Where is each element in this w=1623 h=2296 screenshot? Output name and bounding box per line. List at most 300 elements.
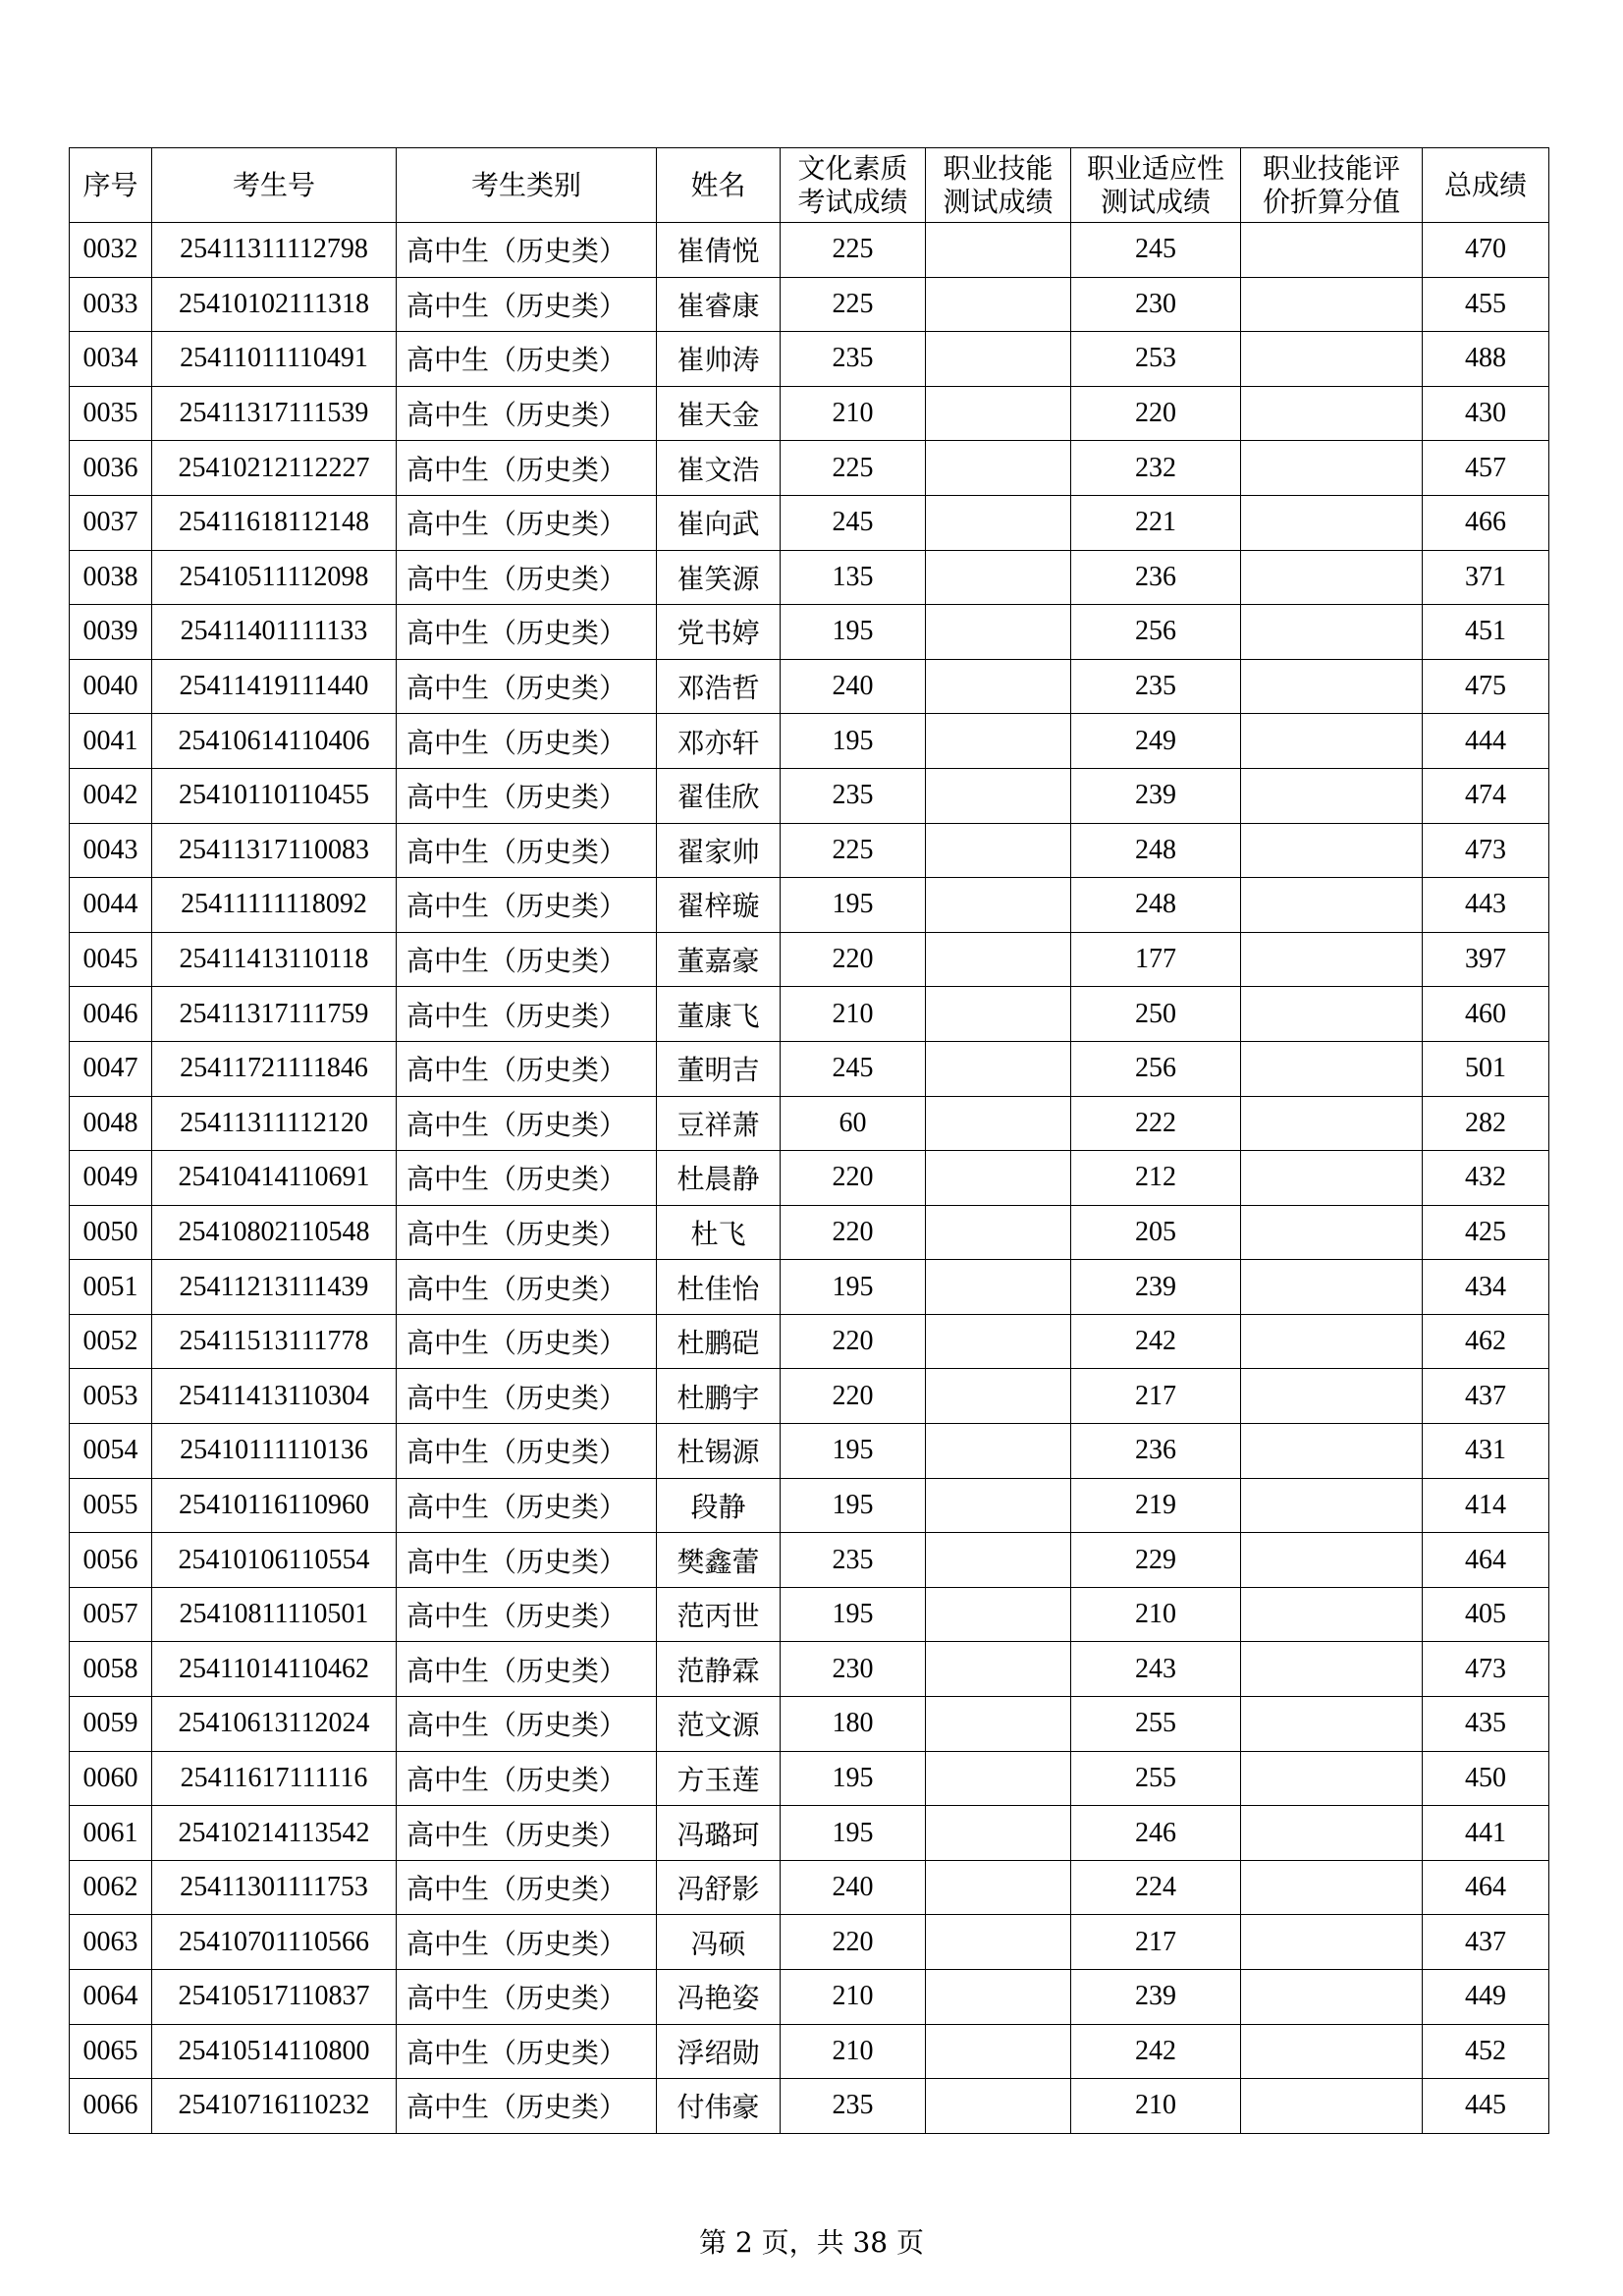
cell-name: 冯舒影 <box>657 1860 781 1915</box>
cell-culture-score: 240 <box>781 659 926 714</box>
cell-category: 高中生（历史类） <box>397 1478 657 1533</box>
table-row <box>70 1806 1549 1861</box>
cell-culture-score: 195 <box>781 605 926 660</box>
table-row <box>70 1587 1549 1642</box>
cell-skill-score <box>926 1151 1071 1206</box>
cell-eval-score <box>1241 768 1423 823</box>
cell-total: 501 <box>1423 1041 1549 1096</box>
cell-eval-score <box>1241 1806 1423 1861</box>
cell-eval-score <box>1241 1751 1423 1806</box>
cell-category: 高中生（历史类） <box>397 605 657 660</box>
cell-total: 425 <box>1423 1205 1549 1260</box>
cell-seq: 0055 <box>70 1478 152 1533</box>
cell-total: 488 <box>1423 332 1549 387</box>
cell-skill-score <box>926 495 1071 550</box>
cell-seq: 0058 <box>70 1642 152 1697</box>
cell-adapt-score: 222 <box>1071 1096 1241 1151</box>
cell-seq: 0060 <box>70 1751 152 1806</box>
cell-exam-id: 25411317110083 <box>152 823 397 878</box>
cell-adapt-score: 242 <box>1071 1314 1241 1369</box>
cell-seq: 0062 <box>70 1860 152 1915</box>
cell-exam-id: 25410116110960 <box>152 1478 397 1533</box>
cell-exam-id: 25411317111759 <box>152 987 397 1042</box>
table-row <box>70 1970 1549 2025</box>
cell-category: 高中生（历史类） <box>397 768 657 823</box>
cell-adapt-score: 210 <box>1071 1587 1241 1642</box>
cell-exam-id: 25410511112098 <box>152 550 397 605</box>
cell-eval-score <box>1241 441 1423 496</box>
cell-culture-score: 210 <box>781 386 926 441</box>
cell-adapt-score: 230 <box>1071 277 1241 332</box>
cell-exam-id: 25410110110455 <box>152 768 397 823</box>
cell-category: 高中生（历史类） <box>397 1860 657 1915</box>
header-name: 姓名 <box>657 148 781 223</box>
cell-category: 高中生（历史类） <box>397 495 657 550</box>
cell-skill-score <box>926 1096 1071 1151</box>
cell-culture-score: 230 <box>781 1642 926 1697</box>
cell-adapt-score: 255 <box>1071 1697 1241 1752</box>
cell-skill-score <box>926 768 1071 823</box>
cell-total: 460 <box>1423 987 1549 1042</box>
cell-name: 杜佳怡 <box>657 1260 781 1315</box>
cell-total: 371 <box>1423 550 1549 605</box>
cell-category: 高中生（历史类） <box>397 878 657 933</box>
cell-seq: 0061 <box>70 1806 152 1861</box>
cell-adapt-score: 246 <box>1071 1806 1241 1861</box>
cell-total: 434 <box>1423 1260 1549 1315</box>
cell-culture-score: 240 <box>781 1860 926 1915</box>
cell-culture-score: 195 <box>781 1751 926 1806</box>
table-row <box>70 823 1549 878</box>
header-exam-id: 考生号 <box>152 148 397 223</box>
cell-adapt-score: 232 <box>1071 441 1241 496</box>
table-row <box>70 1697 1549 1752</box>
cell-eval-score <box>1241 1533 1423 1588</box>
cell-skill-score <box>926 987 1071 1042</box>
cell-category: 高中生（历史类） <box>397 1369 657 1424</box>
cell-skill-score <box>926 2024 1071 2079</box>
cell-skill-score <box>926 878 1071 933</box>
cell-exam-id: 25410106110554 <box>152 1533 397 1588</box>
cell-total: 470 <box>1423 223 1549 278</box>
cell-name: 翟梓璇 <box>657 878 781 933</box>
cell-culture-score: 60 <box>781 1096 926 1151</box>
cell-total: 462 <box>1423 1314 1549 1369</box>
cell-skill-score <box>926 1041 1071 1096</box>
cell-seq: 0036 <box>70 441 152 496</box>
cell-eval-score <box>1241 1424 1423 1479</box>
table-row <box>70 277 1549 332</box>
cell-name: 冯艳姿 <box>657 1970 781 2025</box>
table-row <box>70 1533 1549 1588</box>
cell-culture-score: 210 <box>781 987 926 1042</box>
cell-exam-id: 25411311112798 <box>152 223 397 278</box>
cell-skill-score <box>926 1751 1071 1806</box>
cell-total: 474 <box>1423 768 1549 823</box>
cell-eval-score <box>1241 878 1423 933</box>
cell-culture-score: 225 <box>781 441 926 496</box>
cell-seq: 0050 <box>70 1205 152 1260</box>
cell-name: 崔帅涛 <box>657 332 781 387</box>
cell-exam-id: 25410811110501 <box>152 1587 397 1642</box>
cell-skill-score <box>926 1915 1071 1970</box>
cell-skill-score <box>926 332 1071 387</box>
cell-seq: 0059 <box>70 1697 152 1752</box>
cell-seq: 0032 <box>70 223 152 278</box>
cell-eval-score <box>1241 2079 1423 2134</box>
cell-adapt-score: 239 <box>1071 768 1241 823</box>
cell-eval-score <box>1241 1970 1423 2025</box>
cell-name: 邓亦轩 <box>657 714 781 769</box>
cell-eval-score <box>1241 1478 1423 1533</box>
cell-eval-score <box>1241 1096 1423 1151</box>
cell-culture-score: 220 <box>781 1151 926 1206</box>
cell-name: 方玉莲 <box>657 1751 781 1806</box>
cell-category: 高中生（历史类） <box>397 714 657 769</box>
cell-category: 高中生（历史类） <box>397 1697 657 1752</box>
cell-exam-id: 25411413110118 <box>152 932 397 987</box>
cell-category: 高中生（历史类） <box>397 1096 657 1151</box>
table-row <box>70 987 1549 1042</box>
cell-eval-score <box>1241 332 1423 387</box>
cell-skill-score <box>926 1970 1071 2025</box>
cell-total: 473 <box>1423 1642 1549 1697</box>
cell-adapt-score: 229 <box>1071 1533 1241 1588</box>
cell-culture-score: 235 <box>781 2079 926 2134</box>
cell-culture-score: 210 <box>781 1970 926 2025</box>
cell-name: 付伟豪 <box>657 2079 781 2134</box>
cell-eval-score <box>1241 659 1423 714</box>
table-row <box>70 714 1549 769</box>
cell-adapt-score: 221 <box>1071 495 1241 550</box>
cell-total: 475 <box>1423 659 1549 714</box>
cell-exam-id: 25411014110462 <box>152 1642 397 1697</box>
cell-seq: 0041 <box>70 714 152 769</box>
cell-name: 董明吉 <box>657 1041 781 1096</box>
cell-total: 455 <box>1423 277 1549 332</box>
cell-adapt-score: 256 <box>1071 1041 1241 1096</box>
cell-culture-score: 220 <box>781 1915 926 1970</box>
cell-skill-score <box>926 659 1071 714</box>
cell-exam-id: 25410111110136 <box>152 1424 397 1479</box>
cell-eval-score <box>1241 1041 1423 1096</box>
cell-name: 崔天金 <box>657 386 781 441</box>
table-row <box>70 1260 1549 1315</box>
cell-eval-score <box>1241 495 1423 550</box>
table-row <box>70 1860 1549 1915</box>
cell-category: 高中生（历史类） <box>397 2024 657 2079</box>
cell-adapt-score: 224 <box>1071 1860 1241 1915</box>
header-eval-score: 职业技能评 价折算分值 <box>1241 148 1423 223</box>
cell-seq: 0045 <box>70 932 152 987</box>
cell-seq: 0044 <box>70 878 152 933</box>
cell-total: 431 <box>1423 1424 1549 1479</box>
cell-exam-id: 25411111118092 <box>152 878 397 933</box>
header-skill-score: 职业技能 测试成绩 <box>926 148 1071 223</box>
cell-name: 冯璐珂 <box>657 1806 781 1861</box>
cell-eval-score <box>1241 1915 1423 1970</box>
cell-skill-score <box>926 1424 1071 1479</box>
cell-seq: 0047 <box>70 1041 152 1096</box>
cell-culture-score: 220 <box>781 1369 926 1424</box>
cell-exam-id: 25411721111846 <box>152 1041 397 1096</box>
table-row <box>70 605 1549 660</box>
cell-total: 437 <box>1423 1369 1549 1424</box>
score-table <box>69 147 1549 2134</box>
cell-culture-score: 195 <box>781 1260 926 1315</box>
cell-category: 高中生（历史类） <box>397 823 657 878</box>
cell-exam-id: 25410212112227 <box>152 441 397 496</box>
cell-total: 397 <box>1423 932 1549 987</box>
cell-seq: 0043 <box>70 823 152 878</box>
cell-category: 高中生（历史类） <box>397 1424 657 1479</box>
cell-seq: 0042 <box>70 768 152 823</box>
cell-name: 范丙世 <box>657 1587 781 1642</box>
cell-eval-score <box>1241 386 1423 441</box>
cell-exam-id: 25411011110491 <box>152 332 397 387</box>
cell-seq: 0064 <box>70 1970 152 2025</box>
cell-total: 464 <box>1423 1533 1549 1588</box>
cell-category: 高中生（历史类） <box>397 1970 657 2025</box>
cell-culture-score: 225 <box>781 223 926 278</box>
cell-eval-score <box>1241 277 1423 332</box>
cell-category: 高中生（历史类） <box>397 1314 657 1369</box>
cell-total: 466 <box>1423 495 1549 550</box>
cell-category: 高中生（历史类） <box>397 1533 657 1588</box>
cell-adapt-score: 250 <box>1071 987 1241 1042</box>
table-row <box>70 1424 1549 1479</box>
cell-name: 崔睿康 <box>657 277 781 332</box>
table-row <box>70 1751 1549 1806</box>
cell-eval-score <box>1241 1369 1423 1424</box>
cell-eval-score <box>1241 223 1423 278</box>
cell-name: 杜晨静 <box>657 1151 781 1206</box>
cell-adapt-score: 205 <box>1071 1205 1241 1260</box>
cell-culture-score: 235 <box>781 768 926 823</box>
cell-eval-score <box>1241 1642 1423 1697</box>
cell-eval-score <box>1241 823 1423 878</box>
table-row <box>70 878 1549 933</box>
cell-name: 杜锡源 <box>657 1424 781 1479</box>
cell-skill-score <box>926 1369 1071 1424</box>
cell-skill-score <box>926 441 1071 496</box>
cell-culture-score: 220 <box>781 932 926 987</box>
table-row <box>70 659 1549 714</box>
cell-name: 樊鑫蕾 <box>657 1533 781 1588</box>
cell-exam-id: 25410514110800 <box>152 2024 397 2079</box>
cell-exam-id: 25411419111440 <box>152 659 397 714</box>
table-row <box>70 1314 1549 1369</box>
cell-adapt-score: 253 <box>1071 332 1241 387</box>
cell-total: 435 <box>1423 1697 1549 1752</box>
cell-exam-id: 25410716110232 <box>152 2079 397 2134</box>
table-row <box>70 768 1549 823</box>
table-row <box>70 1642 1549 1697</box>
cell-name: 冯硕 <box>657 1915 781 1970</box>
cell-culture-score: 235 <box>781 332 926 387</box>
page-footer: 第 2 页，共 38 页 <box>698 2226 925 2259</box>
cell-eval-score <box>1241 1205 1423 1260</box>
cell-seq: 0048 <box>70 1096 152 1151</box>
cell-adapt-score: 243 <box>1071 1642 1241 1697</box>
cell-name: 崔向武 <box>657 495 781 550</box>
cell-category: 高中生（历史类） <box>397 932 657 987</box>
cell-eval-score <box>1241 2024 1423 2079</box>
cell-skill-score <box>926 1205 1071 1260</box>
cell-adapt-score: 217 <box>1071 1915 1241 1970</box>
cell-adapt-score: 248 <box>1071 878 1241 933</box>
cell-eval-score <box>1241 932 1423 987</box>
table-row <box>70 1096 1549 1151</box>
header-adapt-score: 职业适应性 测试成绩 <box>1071 148 1241 223</box>
cell-total: 443 <box>1423 878 1549 933</box>
cell-culture-score: 135 <box>781 550 926 605</box>
cell-seq: 0046 <box>70 987 152 1042</box>
cell-category: 高中生（历史类） <box>397 1205 657 1260</box>
cell-total: 441 <box>1423 1806 1549 1861</box>
table-row <box>70 1915 1549 1970</box>
header-category: 考生类别 <box>397 148 657 223</box>
cell-eval-score <box>1241 1314 1423 1369</box>
cell-adapt-score: 236 <box>1071 550 1241 605</box>
cell-adapt-score: 236 <box>1071 1424 1241 1479</box>
cell-culture-score: 245 <box>781 495 926 550</box>
cell-category: 高中生（历史类） <box>397 332 657 387</box>
cell-exam-id: 25411618112148 <box>152 495 397 550</box>
cell-skill-score <box>926 714 1071 769</box>
cell-culture-score: 195 <box>781 1806 926 1861</box>
cell-adapt-score: 255 <box>1071 1751 1241 1806</box>
cell-category: 高中生（历史类） <box>397 550 657 605</box>
cell-total: 437 <box>1423 1915 1549 1970</box>
cell-seq: 0052 <box>70 1314 152 1369</box>
cell-skill-score <box>926 550 1071 605</box>
header-seq: 序号 <box>70 148 152 223</box>
cell-culture-score: 195 <box>781 1424 926 1479</box>
cell-adapt-score: 212 <box>1071 1151 1241 1206</box>
cell-total: 464 <box>1423 1860 1549 1915</box>
cell-category: 高中生（历史类） <box>397 441 657 496</box>
cell-exam-id: 25411413110304 <box>152 1369 397 1424</box>
cell-category: 高中生（历史类） <box>397 1642 657 1697</box>
cell-exam-id: 25411513111778 <box>152 1314 397 1369</box>
table-row <box>70 495 1549 550</box>
cell-name: 范文源 <box>657 1697 781 1752</box>
cell-name: 董嘉豪 <box>657 932 781 987</box>
table-row <box>70 550 1549 605</box>
cell-total: 405 <box>1423 1587 1549 1642</box>
cell-skill-score <box>926 605 1071 660</box>
cell-adapt-score: 235 <box>1071 659 1241 714</box>
cell-total: 430 <box>1423 386 1549 441</box>
cell-name: 崔倩悦 <box>657 223 781 278</box>
cell-seq: 0057 <box>70 1587 152 1642</box>
table-row <box>70 1151 1549 1206</box>
table-row <box>70 223 1549 278</box>
cell-skill-score <box>926 223 1071 278</box>
cell-exam-id: 25411617111116 <box>152 1751 397 1806</box>
cell-category: 高中生（历史类） <box>397 277 657 332</box>
cell-culture-score: 245 <box>781 1041 926 1096</box>
cell-seq: 0037 <box>70 495 152 550</box>
cell-adapt-score: 239 <box>1071 1970 1241 2025</box>
cell-skill-score <box>926 386 1071 441</box>
cell-name: 党书婷 <box>657 605 781 660</box>
cell-eval-score <box>1241 1697 1423 1752</box>
cell-seq: 0066 <box>70 2079 152 2134</box>
cell-seq: 0049 <box>70 1151 152 1206</box>
cell-total: 445 <box>1423 2079 1549 2134</box>
cell-name: 翟佳欣 <box>657 768 781 823</box>
cell-seq: 0051 <box>70 1260 152 1315</box>
cell-culture-score: 195 <box>781 1587 926 1642</box>
header-row <box>70 148 1549 223</box>
cell-exam-id: 25410517110837 <box>152 1970 397 2025</box>
cell-name: 范静霖 <box>657 1642 781 1697</box>
cell-total: 282 <box>1423 1096 1549 1151</box>
cell-skill-score <box>926 1860 1071 1915</box>
cell-eval-score <box>1241 1860 1423 1915</box>
cell-exam-id: 25411317111539 <box>152 386 397 441</box>
table-row <box>70 1478 1549 1533</box>
cell-seq: 0035 <box>70 386 152 441</box>
table-row <box>70 1369 1549 1424</box>
cell-seq: 0038 <box>70 550 152 605</box>
cell-name: 段静 <box>657 1478 781 1533</box>
cell-exam-id: 25410214113542 <box>152 1806 397 1861</box>
cell-adapt-score: 245 <box>1071 223 1241 278</box>
cell-exam-id: 25410802110548 <box>152 1205 397 1260</box>
cell-exam-id: 25411301111753 <box>152 1860 397 1915</box>
cell-skill-score <box>926 1260 1071 1315</box>
cell-adapt-score: 220 <box>1071 386 1241 441</box>
cell-culture-score: 220 <box>781 1205 926 1260</box>
cell-eval-score <box>1241 605 1423 660</box>
cell-name: 杜鹏硙 <box>657 1314 781 1369</box>
cell-adapt-score: 217 <box>1071 1369 1241 1424</box>
cell-adapt-score: 248 <box>1071 823 1241 878</box>
cell-exam-id: 25411213111439 <box>152 1260 397 1315</box>
cell-skill-score <box>926 1533 1071 1588</box>
cell-name: 邓浩哲 <box>657 659 781 714</box>
cell-culture-score: 225 <box>781 823 926 878</box>
cell-skill-score <box>926 1587 1071 1642</box>
cell-culture-score: 220 <box>781 1314 926 1369</box>
cell-category: 高中生（历史类） <box>397 987 657 1042</box>
cell-name: 董康飞 <box>657 987 781 1042</box>
cell-category: 高中生（历史类） <box>397 223 657 278</box>
cell-total: 432 <box>1423 1151 1549 1206</box>
cell-skill-score <box>926 277 1071 332</box>
cell-eval-score <box>1241 714 1423 769</box>
cell-total: 452 <box>1423 2024 1549 2079</box>
cell-category: 高中生（历史类） <box>397 1915 657 1970</box>
cell-eval-score <box>1241 1260 1423 1315</box>
cell-adapt-score: 177 <box>1071 932 1241 987</box>
cell-exam-id: 25410701110566 <box>152 1915 397 1970</box>
cell-seq: 0063 <box>70 1915 152 1970</box>
cell-culture-score: 195 <box>781 878 926 933</box>
cell-total: 451 <box>1423 605 1549 660</box>
cell-skill-score <box>926 823 1071 878</box>
cell-culture-score: 225 <box>781 277 926 332</box>
cell-name: 崔笑源 <box>657 550 781 605</box>
cell-eval-score <box>1241 1587 1423 1642</box>
cell-category: 高中生（历史类） <box>397 1151 657 1206</box>
cell-adapt-score: 219 <box>1071 1478 1241 1533</box>
table-row <box>70 1041 1549 1096</box>
cell-exam-id: 25411311112120 <box>152 1096 397 1151</box>
